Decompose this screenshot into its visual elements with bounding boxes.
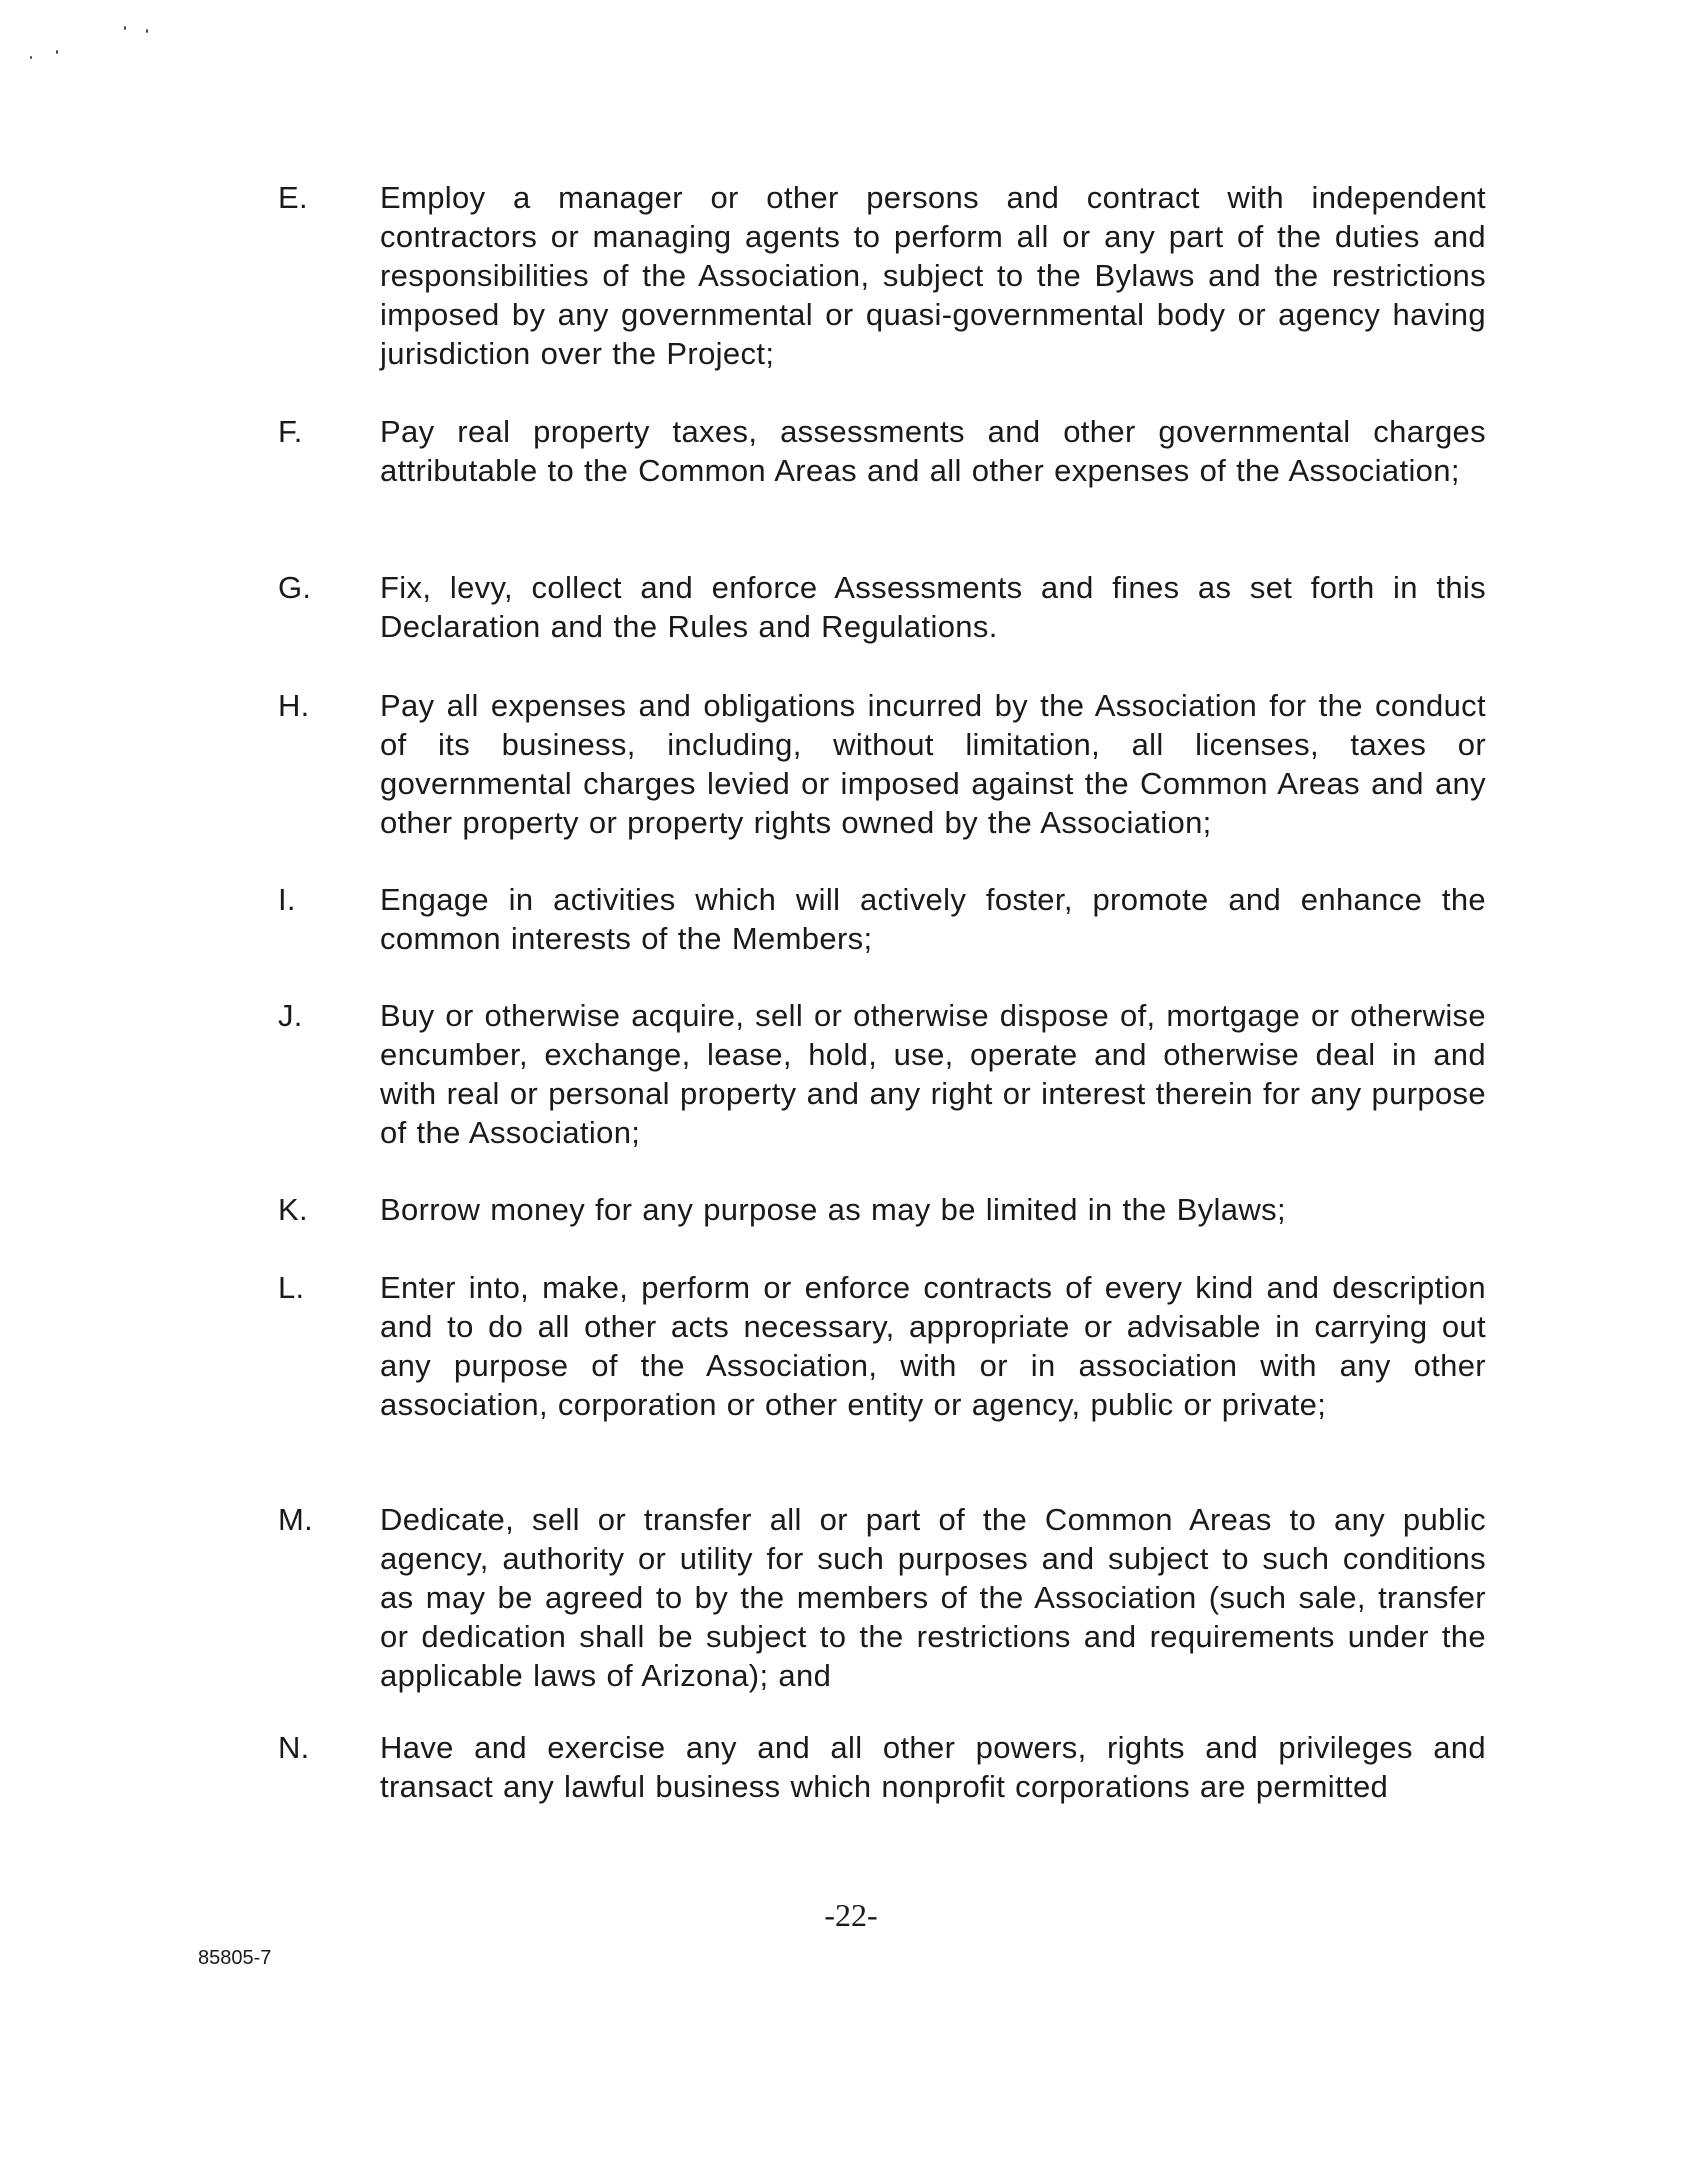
item-text: Buy or otherwise acquire, sell or otherwise dispose of, mortgage or otherwise encumber, exchange, lease, hold, use, operate and otherwise deal in and with real or personal property and any right or interest therein for any purpose of the Association; bbox=[380, 998, 1486, 1150]
item-letter: M. bbox=[278, 1502, 314, 1537]
item-letter: H. bbox=[278, 688, 310, 723]
item-text: Enter into, make, perform or enforce contracts of every kind and description and to do all other acts necessary, appropriate or advisable in carrying out any purpose of the Association, with or in association with any other association, corporation or other entity or agency, public or private; bbox=[380, 1270, 1486, 1422]
item-text: Engage in activities which will actively foster, promote and enhance the common interests of the Members; bbox=[380, 882, 1486, 956]
item-letter: E. bbox=[278, 180, 308, 215]
item-text: Fix, levy, collect and enforce Assessments and fines as set forth in this Declaration and the Rules and Regulations. bbox=[380, 570, 1486, 644]
document-id: 85805-7 bbox=[198, 1947, 272, 1969]
item-text: Employ a manager or other persons and contract with independent contractors or managing agents to perform all or any part of the duties and responsibilities of the Association, subject to the Bylaws and the restrictions imposed by any governmental or quasi-governmental body or agency having jurisdiction over the Project; bbox=[380, 180, 1486, 371]
item-letter: F. bbox=[278, 414, 303, 449]
item-letter: N. bbox=[278, 1730, 310, 1765]
scan-mark bbox=[30, 56, 32, 59]
item-letter: G. bbox=[278, 570, 312, 605]
scan-mark bbox=[56, 50, 58, 54]
item-text: Borrow money for any purpose as may be limited in the Bylaws; bbox=[380, 1192, 1286, 1227]
item-letter: J. bbox=[278, 998, 303, 1033]
item-letter: I. bbox=[278, 882, 296, 917]
page-number: -22- bbox=[824, 1897, 878, 1933]
item-text: Dedicate, sell or transfer all or part of the Common Areas to any public agency, authority or utility for such purposes and subject to such conditions as may be agreed to by the members of the Association (such sale, transfer or dedication shall be subject to the restrictions and requirements under the applicable laws of Arizona); and bbox=[380, 1502, 1486, 1693]
scan-mark bbox=[124, 26, 126, 30]
item-text: Have and exercise any and all other powers, rights and privileges and transact any lawful business which nonprofit corporations are permitted bbox=[380, 1730, 1486, 1804]
item-letter: L. bbox=[278, 1270, 305, 1305]
item-text: Pay all expenses and obligations incurred by the Association for the conduct of its business, including, without limitation, all licenses, taxes or governmental charges levied or imposed against the Common Areas and any other property or property rights owned by the Association; bbox=[380, 688, 1486, 840]
item-letter: K. bbox=[278, 1192, 308, 1227]
scan-mark bbox=[146, 29, 148, 33]
item-text: Pay real property taxes, assessments and other governmental charges attributable to the Common Areas and all other expenses of the Association; bbox=[380, 414, 1486, 488]
